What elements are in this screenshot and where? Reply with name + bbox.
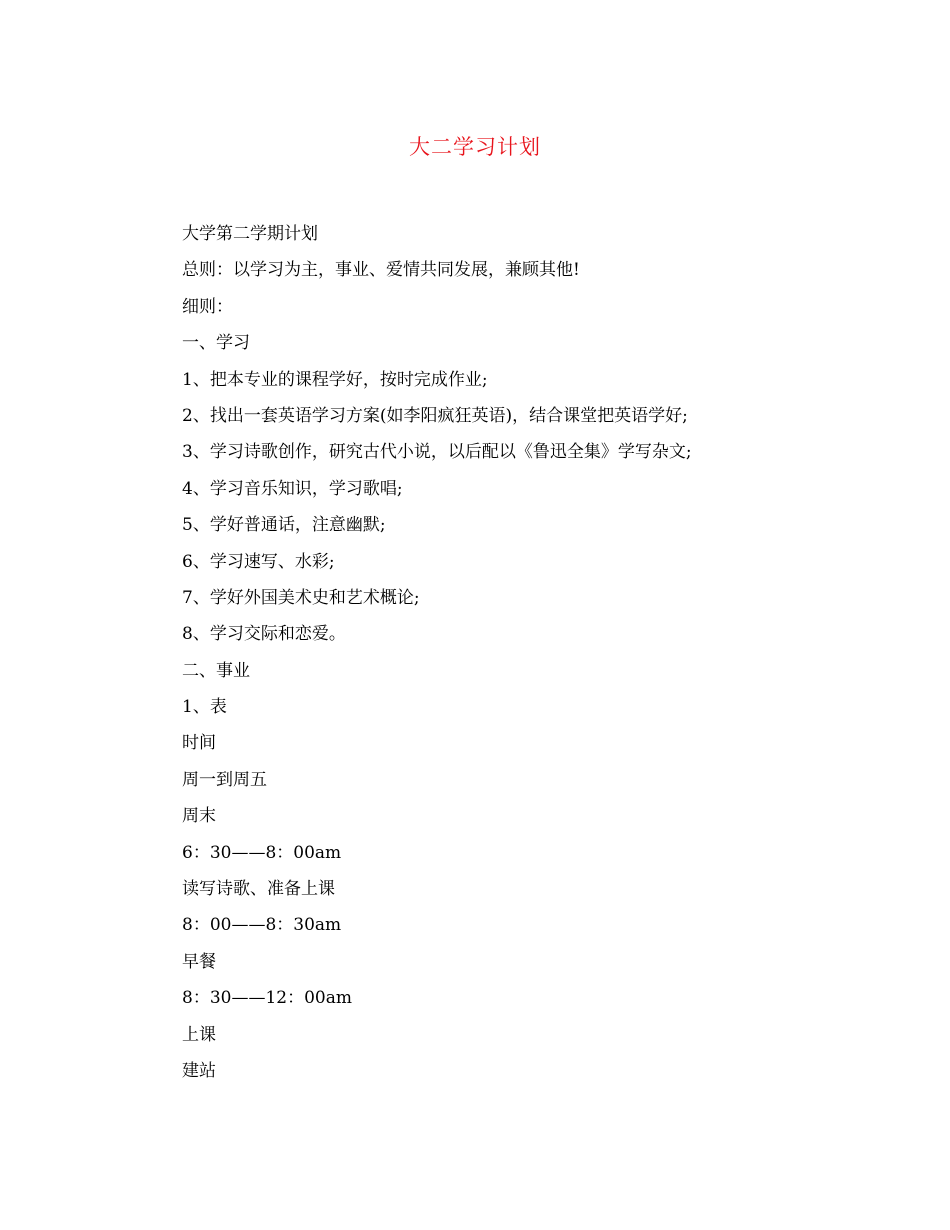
table-cell: 上课 [182, 1024, 216, 1045]
table-cell: 建站 [182, 1060, 216, 1081]
list-item: 8、学习交际和恋爱。 [182, 624, 346, 645]
list-item: 7、学好外国美术史和艺术概论; [182, 587, 420, 608]
list-item: 2、找出一套英语学习方案(如李阳疯狂英语)，结合课堂把英语学好; [182, 405, 688, 426]
text-line: 细则： [182, 296, 233, 317]
list-item: 5、学好普通话，注意幽默; [182, 515, 386, 536]
table-cell: 读写诗歌、准备上课 [182, 879, 335, 900]
table-cell: 8：30——12：00am [182, 988, 352, 1009]
list-item: 3、学习诗歌创作，研究古代小说，以后配以《鲁迅全集》学写杂文; [182, 442, 692, 463]
table-cell: 周末 [182, 806, 216, 827]
text-line: 大学第二学期计划 [182, 224, 318, 244]
table-cell: 早餐 [182, 951, 216, 972]
table-cell: 8：00——8：30am [182, 915, 342, 936]
table-cell: 6：30——8：00am [182, 842, 342, 863]
table-cell: 周一到周五 [182, 769, 267, 790]
section-heading: 二、事业 [182, 660, 250, 681]
section-heading: 一、学习 [182, 333, 250, 354]
list-item: 1、表 [182, 697, 227, 718]
list-item: 6、学习速写、水彩; [182, 551, 335, 572]
document-title: 大二学习计划 [409, 135, 541, 159]
text-line: 总则：以学习为主，事业、爱情共同发展，兼顾其他! [182, 260, 580, 281]
table-cell: 时间 [182, 733, 216, 754]
list-item: 4、学习音乐知识，学习歌唱; [182, 478, 403, 499]
list-item: 1、把本专业的课程学好，按时完成作业; [182, 369, 488, 390]
document-body [182, 216, 882, 1089]
